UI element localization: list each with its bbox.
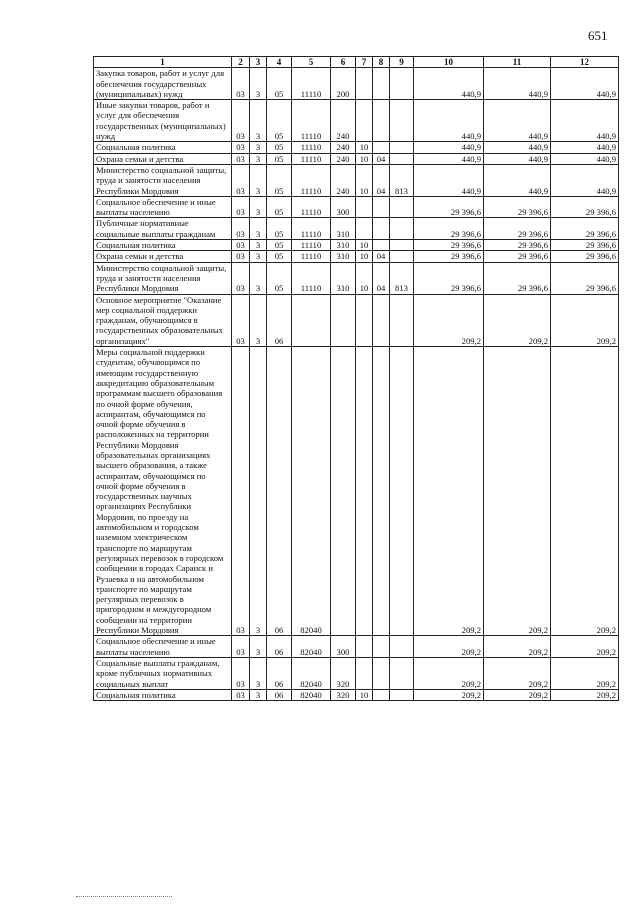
cell-c8 [373, 294, 390, 346]
cell-c2: 03 [232, 142, 250, 153]
cell-c4: 05 [267, 251, 292, 262]
cell-c6: 310 [331, 218, 356, 240]
cell-c2: 03 [232, 347, 250, 636]
cell-c8: 04 [373, 153, 390, 164]
cell-c8 [373, 657, 390, 689]
row-name: Охрана семьи и детства [94, 153, 232, 164]
cell-c6: 240 [331, 153, 356, 164]
cell-c6: 310 [331, 262, 356, 294]
cell-c2: 03 [232, 218, 250, 240]
table-row [94, 100, 619, 142]
cell-c8 [373, 142, 390, 153]
cell-c9 [390, 347, 414, 636]
cell-c5: 82040 [292, 689, 331, 700]
table-row [94, 636, 619, 658]
cell-c11: 440,9 [484, 142, 551, 153]
table-row [94, 218, 619, 240]
cell-c4: 05 [267, 164, 292, 196]
cell-c4: 06 [267, 347, 292, 636]
cell-c5: 11110 [292, 240, 331, 251]
cell-c10: 209,2 [414, 636, 484, 658]
cell-c5: 11110 [292, 100, 331, 142]
cell-c7 [356, 294, 373, 346]
cell-c5: 11110 [292, 218, 331, 240]
col-header-8: 8 [373, 57, 390, 68]
cell-c12: 29 396,6 [551, 251, 619, 262]
cell-c5: 11110 [292, 262, 331, 294]
table-row [94, 240, 619, 251]
cell-c2: 03 [232, 240, 250, 251]
cell-c9 [390, 218, 414, 240]
cell-c5: 82040 [292, 347, 331, 636]
cell-c2: 03 [232, 636, 250, 658]
cell-c4: 05 [267, 218, 292, 240]
cell-c11: 440,9 [484, 100, 551, 142]
cell-c8 [373, 218, 390, 240]
row-name: Публичные нормативные социальные выплаты гражданам [94, 218, 232, 240]
cell-c4: 05 [267, 262, 292, 294]
cell-c10: 209,2 [414, 294, 484, 346]
cell-c12: 29 396,6 [551, 196, 619, 218]
cell-c11: 29 396,6 [484, 196, 551, 218]
cell-c11: 29 396,6 [484, 240, 551, 251]
row-name: Закупка товаров, работ и услуг для обеспечения государственных (муниципальных) нужд [94, 68, 232, 100]
cell-c9 [390, 240, 414, 251]
cell-c7: 10 [356, 164, 373, 196]
cell-c10: 440,9 [414, 153, 484, 164]
cell-c7: 10 [356, 240, 373, 251]
cell-c9 [390, 689, 414, 700]
cell-c11: 29 396,6 [484, 251, 551, 262]
cell-c5: 11110 [292, 196, 331, 218]
cell-c3: 3 [250, 196, 267, 218]
cell-c7: 10 [356, 142, 373, 153]
table-row [94, 142, 619, 153]
header-row [94, 57, 619, 68]
cell-c10: 29 396,6 [414, 251, 484, 262]
cell-c12: 29 396,6 [551, 218, 619, 240]
row-name: Меры социальной поддержки студентам, обучающимся по имеющим государственную аккредитацию образовательным программам высшего образования по очной форме обучения, аспирантам, обучающимся по очной форме обучения в расположенных на территории Республики Мордовия образовательных организациях высшего образования, а также аспирантам, обучающимся по очной форме обучения в государственных научных организациях Республики Мордовия, по проезду на автомобильном и городском наземном электрическом транспорте по маршрутам регулярных перевозок в городском сообщении в городах Саранск и Рузаевка и на автомобильном транспорте по маршрутам регулярных перевозок в пригородном и междугородном сообщении на территории Республики Мордовия [94, 347, 232, 636]
cell-c5: 11110 [292, 251, 331, 262]
cell-c10: 29 396,6 [414, 196, 484, 218]
cell-c6: 310 [331, 240, 356, 251]
cell-c3: 3 [250, 294, 267, 346]
row-name: Социальная политика [94, 240, 232, 251]
cell-c11: 440,9 [484, 68, 551, 100]
cell-c12: 440,9 [551, 153, 619, 164]
cell-c6 [331, 294, 356, 346]
cell-c8 [373, 636, 390, 658]
cell-c12: 209,2 [551, 636, 619, 658]
footer-dotted-line [76, 896, 172, 897]
table-row [94, 164, 619, 196]
cell-c3: 3 [250, 68, 267, 100]
cell-c5: 11110 [292, 142, 331, 153]
cell-c6: 240 [331, 100, 356, 142]
col-header-1: 1 [94, 57, 232, 68]
cell-c9 [390, 68, 414, 100]
cell-c6: 200 [331, 68, 356, 100]
row-name: Министерство социальной защиты, труда и занятости населения Республики Мордовия [94, 262, 232, 294]
cell-c3: 3 [250, 164, 267, 196]
cell-c3: 3 [250, 251, 267, 262]
cell-c3: 3 [250, 100, 267, 142]
row-name: Социальное обеспечение и иные выплаты населению [94, 636, 232, 658]
cell-c4: 06 [267, 657, 292, 689]
table-row [94, 68, 619, 100]
cell-c6: 240 [331, 164, 356, 196]
row-name: Социальное обеспечение и иные выплаты населению [94, 196, 232, 218]
col-header-11: 11 [484, 57, 551, 68]
table-row [94, 153, 619, 164]
cell-c2: 03 [232, 164, 250, 196]
table-row [94, 294, 619, 346]
table-row [94, 262, 619, 294]
cell-c8: 04 [373, 262, 390, 294]
cell-c7 [356, 218, 373, 240]
cell-c7 [356, 657, 373, 689]
cell-c9: 813 [390, 164, 414, 196]
table-row [94, 196, 619, 218]
cell-c8 [373, 196, 390, 218]
cell-c11: 209,2 [484, 636, 551, 658]
cell-c12: 440,9 [551, 100, 619, 142]
cell-c12: 209,2 [551, 294, 619, 346]
cell-c2: 03 [232, 262, 250, 294]
col-header-3: 3 [250, 57, 267, 68]
cell-c3: 3 [250, 153, 267, 164]
cell-c8 [373, 689, 390, 700]
cell-c10: 29 396,6 [414, 240, 484, 251]
cell-c12: 29 396,6 [551, 262, 619, 294]
cell-c6: 320 [331, 657, 356, 689]
col-header-7: 7 [356, 57, 373, 68]
cell-c11: 29 396,6 [484, 218, 551, 240]
cell-c10: 440,9 [414, 100, 484, 142]
cell-c3: 3 [250, 218, 267, 240]
cell-c7: 10 [356, 251, 373, 262]
cell-c6 [331, 347, 356, 636]
cell-c9 [390, 294, 414, 346]
cell-c6: 300 [331, 636, 356, 658]
cell-c11: 29 396,6 [484, 262, 551, 294]
cell-c4: 05 [267, 196, 292, 218]
cell-c2: 03 [232, 657, 250, 689]
col-header-4: 4 [267, 57, 292, 68]
row-name: Иные закупки товаров, работ и услуг для обеспечения государственных (муниципальных) нужд [94, 100, 232, 142]
cell-c10: 209,2 [414, 657, 484, 689]
table-row [94, 347, 619, 636]
cell-c11: 209,2 [484, 294, 551, 346]
cell-c3: 3 [250, 689, 267, 700]
cell-c3: 3 [250, 657, 267, 689]
col-header-5: 5 [292, 57, 331, 68]
page-number: 651 [588, 28, 608, 43]
cell-c12: 440,9 [551, 142, 619, 153]
cell-c8: 04 [373, 251, 390, 262]
cell-c4: 06 [267, 294, 292, 346]
cell-c10: 440,9 [414, 142, 484, 153]
cell-c3: 3 [250, 636, 267, 658]
cell-c11: 440,9 [484, 153, 551, 164]
col-header-9: 9 [390, 57, 414, 68]
cell-c6: 320 [331, 689, 356, 700]
cell-c4: 05 [267, 100, 292, 142]
cell-c5: 82040 [292, 636, 331, 658]
cell-c7: 10 [356, 689, 373, 700]
cell-c7 [356, 347, 373, 636]
row-name: Социальные выплаты гражданам, кроме публичных нормативных социальных выплат [94, 657, 232, 689]
cell-c3: 3 [250, 142, 267, 153]
row-name: Социальная политика [94, 689, 232, 700]
cell-c9 [390, 196, 414, 218]
table-row [94, 251, 619, 262]
cell-c11: 440,9 [484, 164, 551, 196]
cell-c12: 209,2 [551, 689, 619, 700]
cell-c2: 03 [232, 153, 250, 164]
cell-c9 [390, 100, 414, 142]
cell-c5: 82040 [292, 657, 331, 689]
row-name: Охрана семьи и детства [94, 251, 232, 262]
cell-c2: 03 [232, 294, 250, 346]
cell-c3: 3 [250, 240, 267, 251]
table-row [94, 657, 619, 689]
cell-c10: 209,2 [414, 347, 484, 636]
col-header-10: 10 [414, 57, 484, 68]
cell-c5: 11110 [292, 68, 331, 100]
cell-c7 [356, 100, 373, 142]
cell-c3: 3 [250, 262, 267, 294]
cell-c9 [390, 636, 414, 658]
col-header-6: 6 [331, 57, 356, 68]
cell-c12: 440,9 [551, 164, 619, 196]
col-header-12: 12 [551, 57, 619, 68]
cell-c2: 03 [232, 196, 250, 218]
cell-c7 [356, 636, 373, 658]
cell-c2: 03 [232, 100, 250, 142]
cell-c4: 05 [267, 68, 292, 100]
cell-c10: 29 396,6 [414, 262, 484, 294]
table-row [94, 689, 619, 700]
cell-c9: 813 [390, 262, 414, 294]
cell-c7 [356, 196, 373, 218]
cell-c11: 209,2 [484, 657, 551, 689]
cell-c6: 300 [331, 196, 356, 218]
cell-c9 [390, 251, 414, 262]
cell-c12: 440,9 [551, 68, 619, 100]
row-name: Основное мероприятие "Оказание мер социальной поддержки гражданам, обучающимся в государственных образовательных организациях" [94, 294, 232, 346]
row-name: Социальная политика [94, 142, 232, 153]
cell-c11: 209,2 [484, 347, 551, 636]
cell-c10: 440,9 [414, 68, 484, 100]
cell-c12: 209,2 [551, 347, 619, 636]
cell-c12: 29 396,6 [551, 240, 619, 251]
cell-c3: 3 [250, 347, 267, 636]
col-header-2: 2 [232, 57, 250, 68]
cell-c2: 03 [232, 251, 250, 262]
cell-c10: 440,9 [414, 164, 484, 196]
cell-c5: 11110 [292, 164, 331, 196]
cell-c7: 10 [356, 153, 373, 164]
cell-c8 [373, 347, 390, 636]
cell-c8 [373, 240, 390, 251]
cell-c9 [390, 657, 414, 689]
cell-c6: 240 [331, 142, 356, 153]
row-name: Министерство социальной защиты, труда и занятости населения Республики Мордовия [94, 164, 232, 196]
cell-c5 [292, 294, 331, 346]
cell-c11: 209,2 [484, 689, 551, 700]
cell-c4: 05 [267, 142, 292, 153]
cell-c2: 03 [232, 68, 250, 100]
cell-c10: 209,2 [414, 689, 484, 700]
cell-c4: 06 [267, 636, 292, 658]
cell-c10: 29 396,6 [414, 218, 484, 240]
cell-c4: 05 [267, 153, 292, 164]
cell-c5: 11110 [292, 153, 331, 164]
cell-c9 [390, 153, 414, 164]
cell-c8: 04 [373, 164, 390, 196]
cell-c6: 310 [331, 251, 356, 262]
cell-c8 [373, 100, 390, 142]
cell-c7 [356, 68, 373, 100]
cell-c4: 06 [267, 689, 292, 700]
cell-c4: 05 [267, 240, 292, 251]
budget-table [93, 56, 619, 701]
cell-c7: 10 [356, 262, 373, 294]
cell-c8 [373, 68, 390, 100]
cell-c12: 209,2 [551, 657, 619, 689]
cell-c9 [390, 142, 414, 153]
cell-c2: 03 [232, 689, 250, 700]
